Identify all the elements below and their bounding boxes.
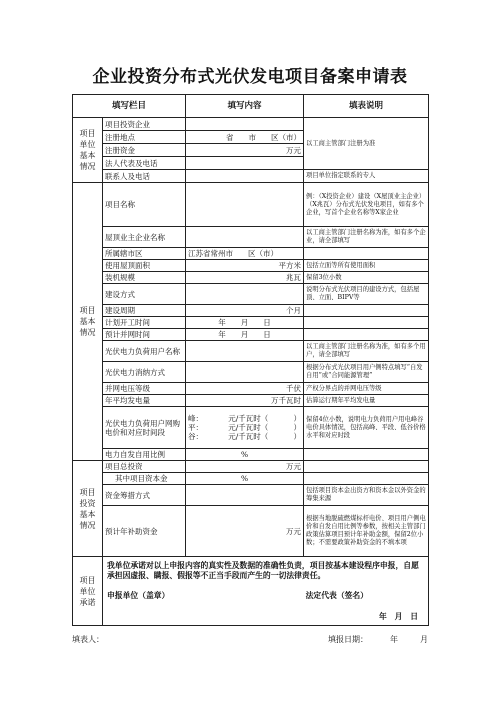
field-value[interactable]: %	[186, 473, 304, 485]
table-row	[73, 461, 429, 473]
table-row	[73, 395, 429, 407]
field-value[interactable]	[186, 485, 304, 506]
table-row	[73, 170, 429, 183]
field-label: 项目投资企业	[103, 118, 186, 131]
field-value[interactable]	[186, 227, 304, 248]
field-value[interactable]: 江苏省常州市 区（市）	[186, 248, 304, 260]
table-row	[73, 485, 429, 506]
table-row	[73, 449, 429, 461]
field-label: 装机规模	[103, 272, 186, 284]
table-row	[73, 305, 429, 317]
field-label: 年平均发电量	[103, 395, 186, 407]
field-note: 保留3位小数	[304, 272, 429, 284]
field-value[interactable]: 万元	[186, 461, 304, 473]
field-value[interactable]: %	[186, 449, 304, 461]
table-row	[73, 341, 429, 362]
price-line-valley: 谷： 元/千瓦时（ ）	[188, 432, 302, 441]
field-label: 项目总投资	[103, 461, 186, 473]
field-label: 计划开工时间	[103, 317, 186, 329]
field-value[interactable]	[186, 118, 304, 131]
table-row	[73, 473, 429, 485]
field-value[interactable]	[186, 170, 304, 183]
header-col3: 填表说明	[304, 95, 429, 118]
field-label: 光伏电力负荷用户名称	[103, 341, 186, 362]
field-label: 建设方式	[103, 284, 186, 305]
applicant-seal-label: 申报单位（盖章）	[107, 591, 170, 600]
field-label: 资金筹措方式	[103, 485, 186, 506]
field-note: 以工商主管部门注册名称为准，如有多个企业，请全部填写	[304, 227, 429, 248]
field-note	[304, 461, 429, 473]
section-title: 项目单位承诺	[73, 557, 103, 626]
field-value[interactable]: 万元	[186, 144, 304, 157]
table-row	[73, 183, 429, 227]
field-note: 保留4位小数，说明电力负荷用户用电峰谷电价具体情况，包括高峰、平段、低谷价格水平和对应时段	[304, 407, 429, 449]
table-row	[73, 407, 429, 449]
header-col2: 填写内容	[186, 95, 304, 118]
field-value[interactable]	[186, 284, 304, 305]
table-row	[73, 248, 429, 260]
table-row	[73, 557, 429, 626]
table-row	[73, 272, 429, 284]
table-row	[73, 329, 429, 341]
field-label: 电力自发自用比例	[103, 449, 186, 461]
table-row	[73, 284, 429, 305]
field-value[interactable]: 省 市 区（市）	[186, 131, 304, 144]
header-col1: 填写栏目	[73, 95, 186, 118]
field-value[interactable]: 万元	[186, 506, 304, 557]
field-note: 估算运行期年平均发电量	[304, 395, 429, 407]
field-label: 注册资金	[103, 144, 186, 157]
price-line-peak: 峰： 元/千瓦时（ ）	[188, 414, 302, 423]
field-label: 屋顶业主企业名称	[103, 227, 186, 248]
field-label: 光伏电力消纳方式	[103, 362, 186, 383]
signature-row	[103, 581, 428, 600]
field-label: 使用屋顶面积	[103, 260, 186, 272]
field-value[interactable]: 万千瓦时	[186, 395, 304, 407]
commitment-cell	[103, 557, 429, 626]
field-value[interactable]: 平方米	[186, 260, 304, 272]
field-note: 根据分布式光伏项目用户侧特点填写“自发自用”或“合同能源管理”	[304, 362, 429, 383]
section-title: 项目投资基本情况	[73, 461, 103, 557]
table-row	[73, 362, 429, 383]
field-value[interactable]: 年 月 日	[186, 317, 304, 329]
field-note: 产权分界点的并网电压等级	[304, 383, 429, 395]
field-value[interactable]: 个月	[186, 305, 304, 317]
field-label: 其中项目资本金	[103, 473, 186, 485]
field-note: 包括项目资本金出资方和资本金以外资金的筹集来源	[304, 485, 429, 506]
field-label: 法人代表及电话	[103, 157, 186, 170]
field-label: 预计并网时间	[103, 329, 186, 341]
field-value[interactable]: 千伏	[186, 383, 304, 395]
field-note: 说明分布式光伏项目的建设方式，包括屋顶、立面、BIPV等	[304, 284, 429, 305]
price-cell[interactable]	[186, 407, 304, 449]
table-row	[73, 227, 429, 248]
field-note	[304, 329, 429, 341]
filler-label: 填表人：	[72, 635, 104, 644]
table-row	[73, 383, 429, 395]
field-note	[304, 449, 429, 461]
form-footer	[72, 634, 428, 645]
price-line-flat: 平： 元/千瓦时（ ）	[188, 423, 302, 432]
field-value[interactable]: 兆瓦	[186, 272, 304, 284]
field-value[interactable]	[186, 157, 304, 170]
section-title: 项目基本情况	[73, 183, 103, 461]
table-row	[73, 118, 429, 131]
legal-rep-sign-label: 法定代表（签名）	[305, 591, 369, 600]
table-row	[73, 317, 429, 329]
field-note	[304, 305, 429, 317]
page-title: 企业投资分布式光伏发电项目备案申请表	[92, 67, 408, 87]
field-note: 根据当地脱硫燃煤标杆电价、项目用户侧电价和自发自用比例等参数，按相关主管部门政策估算项目预计年补助金额，保留2位小数；不需要政策补助资金的不填本项	[304, 506, 429, 557]
field-note	[304, 473, 429, 485]
field-note	[304, 248, 429, 260]
field-label: 预计年补助资金	[103, 506, 186, 557]
application-table	[72, 94, 429, 626]
fill-date: 填报日期： 年 月	[328, 635, 428, 644]
commitment-text: 我单位承诺对以上申报内容的真实性及数据的准确性负责，项目按基本建设程序申报，自愿承担因虚报、瞒报、假报等不正当手段而产生的一切法律责任。	[107, 561, 419, 580]
table-row	[73, 260, 429, 272]
section-title: 项目单位基本情况	[73, 118, 103, 183]
field-note: 以工商主管部门注册名称为准，如有多个用户，请全部填写	[304, 341, 429, 362]
field-note: 项目单位指定联系的专人	[304, 170, 429, 183]
field-label: 联系人及电话	[103, 170, 186, 183]
field-value[interactable]: 年 月 日	[186, 329, 304, 341]
header-row	[73, 95, 429, 118]
field-note: 包括立面等所有使用面积	[304, 260, 429, 272]
field-label: 并网电压等级	[103, 383, 186, 395]
field-label: 光伏电力负荷用户网购电价和对应时间段	[103, 407, 186, 449]
field-label: 建设周期	[103, 305, 186, 317]
field-note	[304, 317, 429, 329]
field-note: 以工商主管部门注册为准	[304, 118, 429, 170]
field-value[interactable]	[186, 341, 304, 362]
field-label: 注册地点	[103, 131, 186, 144]
table-row	[73, 506, 429, 557]
field-label: 所属辖市区	[103, 248, 186, 260]
field-note: 例：（X投资企业）建设（X屋顶业主企业）（X兆瓦）分布式光伏发电项目，如有多个企业，写首个企业名称等X家企业	[304, 183, 429, 227]
field-value[interactable]	[186, 183, 304, 227]
field-value[interactable]	[186, 362, 304, 383]
commitment-date: 年 月 日	[379, 612, 419, 621]
field-label: 项目名称	[103, 183, 186, 227]
